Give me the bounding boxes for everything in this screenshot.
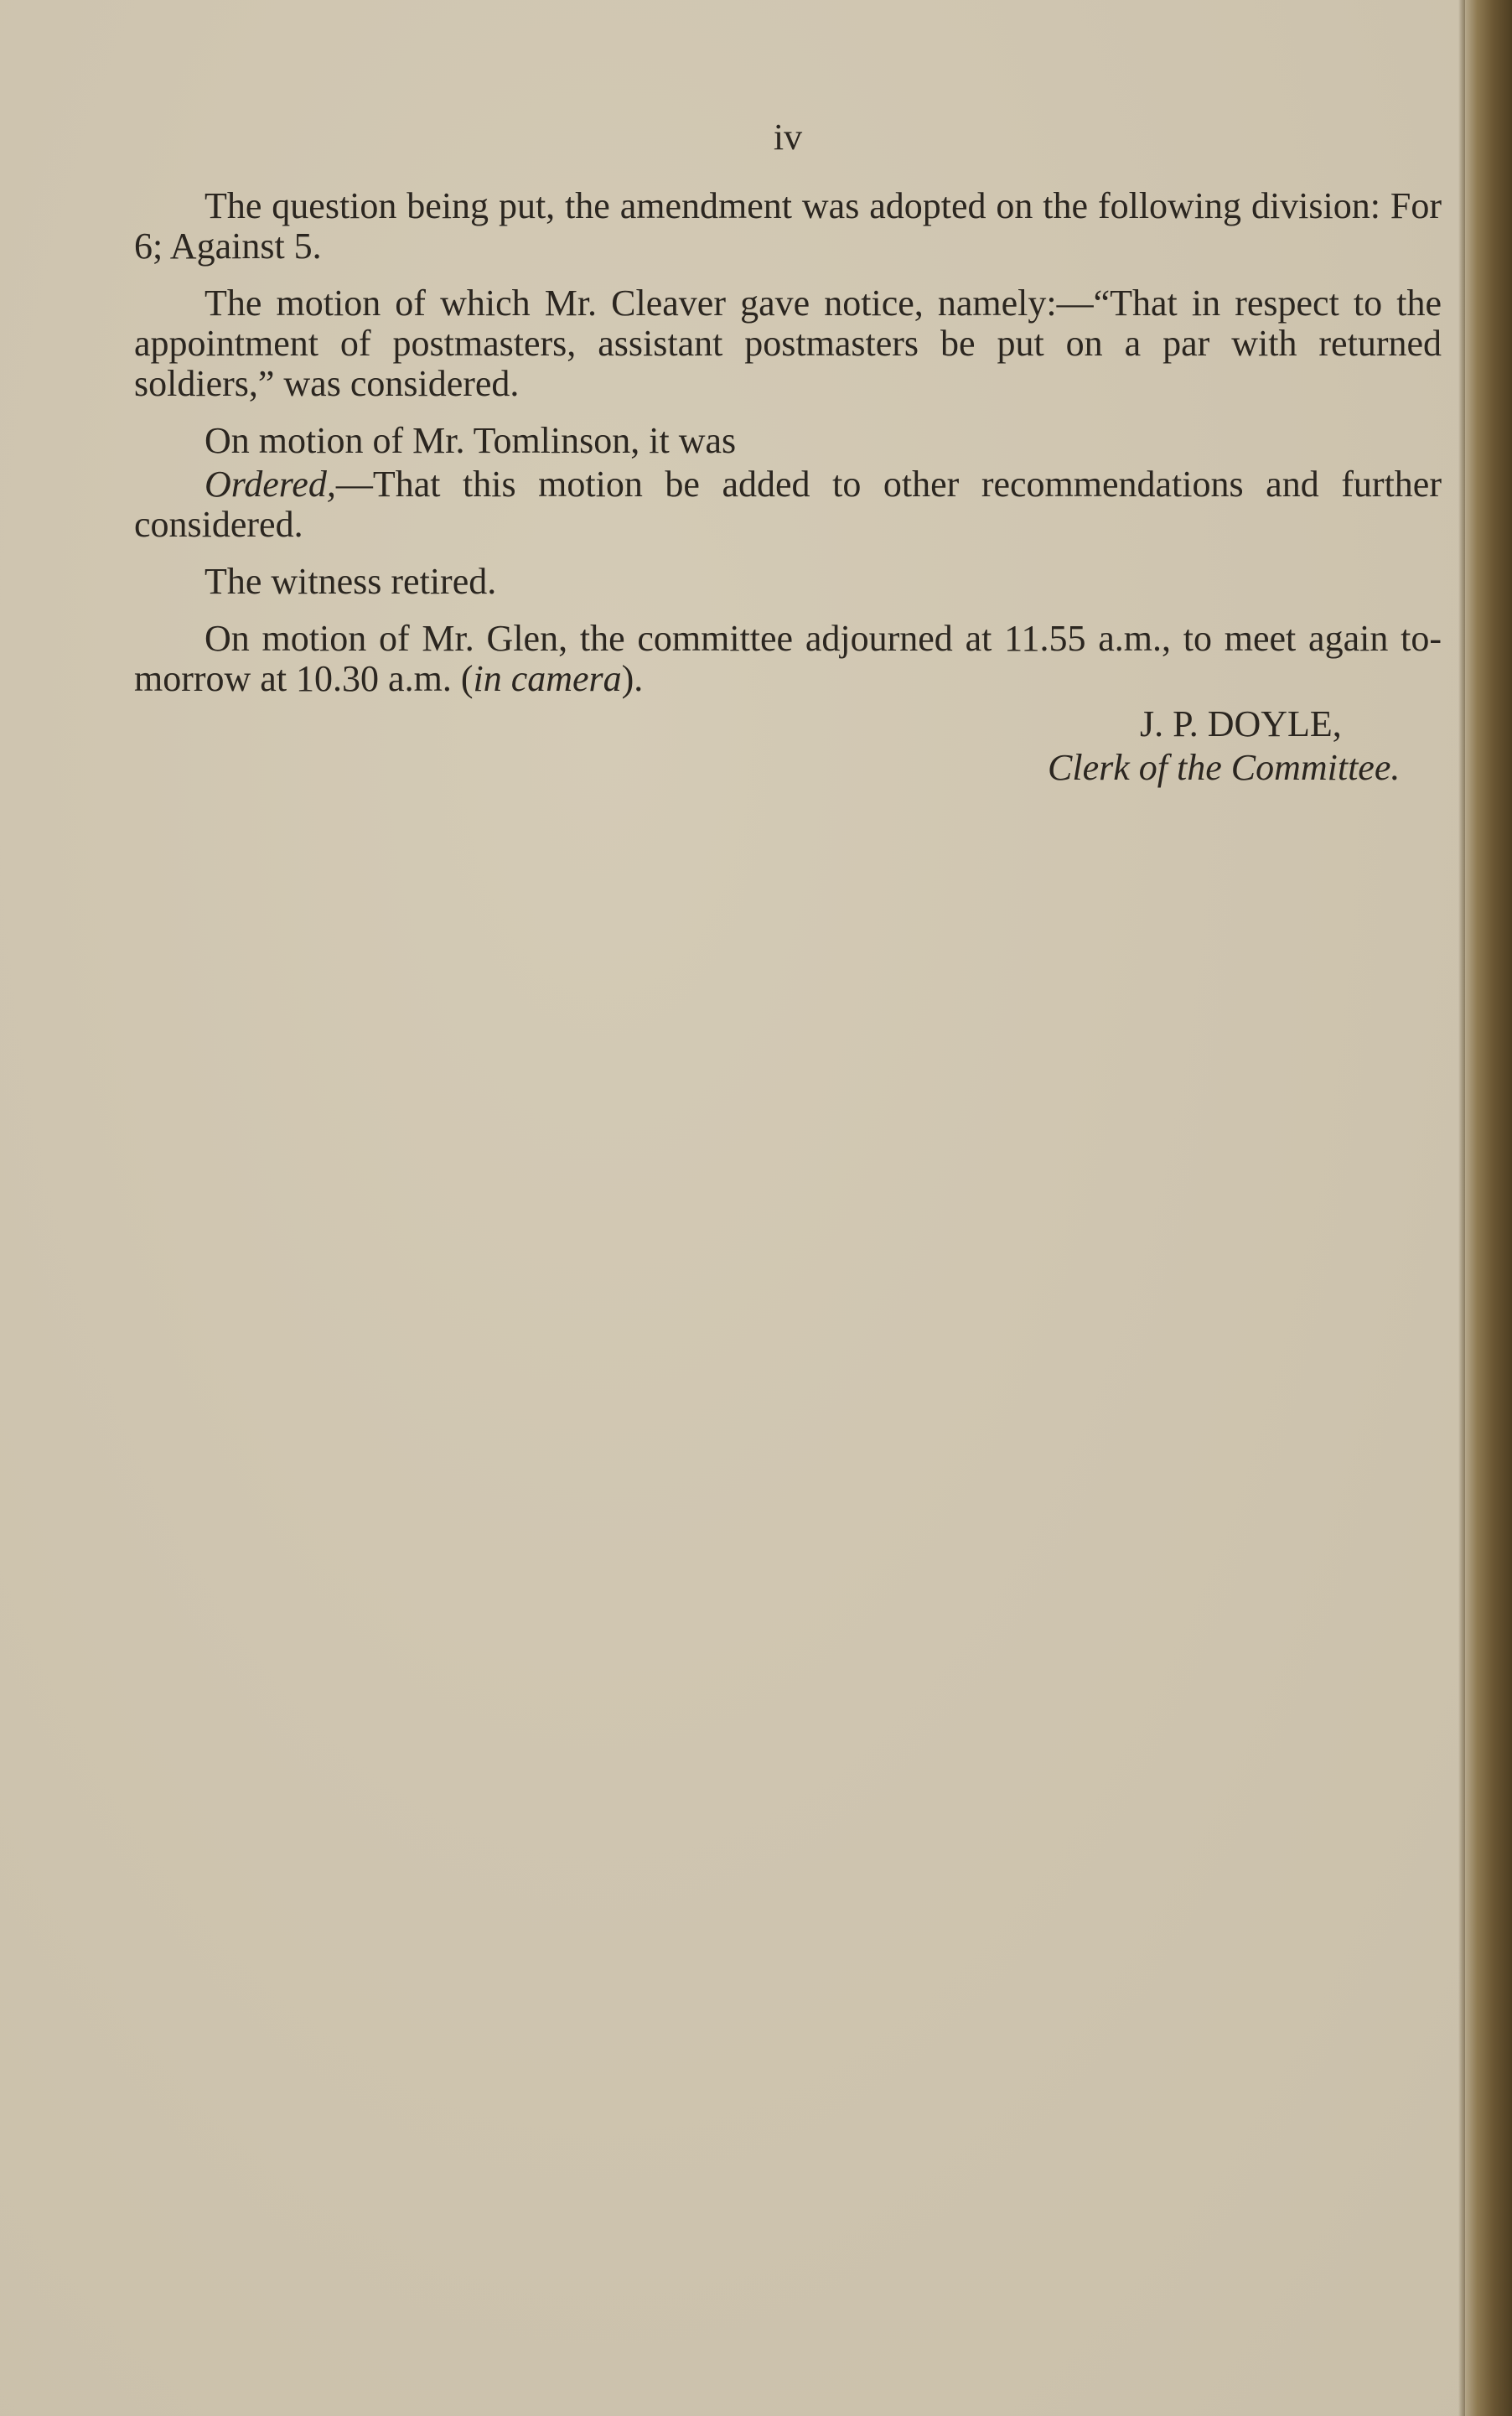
- paragraph-adjournment: [134, 619, 1442, 699]
- paragraph-text: The question being put, the amendment was adopted on the following division: For 6; Against 5.: [134, 185, 1442, 267]
- paragraph-text: On motion of Mr. Glen, the committee adjourned at 11.55 a.m., to meet again to-morrow at 10.30 a.m. (: [134, 618, 1442, 699]
- paragraph-text-end: ).: [621, 658, 644, 699]
- paragraph-text: —That this motion be added to other recommendations and further considered.: [134, 464, 1442, 545]
- signature-name: J. P. DOYLE,: [1140, 703, 1342, 744]
- in-camera-text: in camera: [473, 658, 622, 699]
- document-body: [134, 117, 1442, 788]
- page-binding-edge: [1458, 0, 1512, 2416]
- paragraph-cleaver-motion: [134, 283, 1442, 404]
- paragraph-witness-retired: [134, 562, 1442, 602]
- paragraph-text: The witness retired.: [205, 561, 497, 602]
- paragraph-ordered: [134, 464, 1442, 545]
- page-number: iv: [773, 117, 803, 158]
- paragraph-text: On motion of Mr. Tomlinson, it was: [205, 420, 737, 461]
- paragraph-text: The motion of which Mr. Cleaver gave notice, namely:—“That in respect to the appointment of postmasters, assistant postmasters be put on a par with returned soldiers,” was considered.: [134, 283, 1442, 404]
- paragraph-division-result: [134, 186, 1442, 267]
- paragraph-tomlinson-motion: [134, 421, 1442, 461]
- signature-title: Clerk of the Committee.: [1048, 747, 1401, 788]
- ordered-label: Ordered,: [205, 464, 336, 505]
- signature-block: [1048, 703, 1484, 790]
